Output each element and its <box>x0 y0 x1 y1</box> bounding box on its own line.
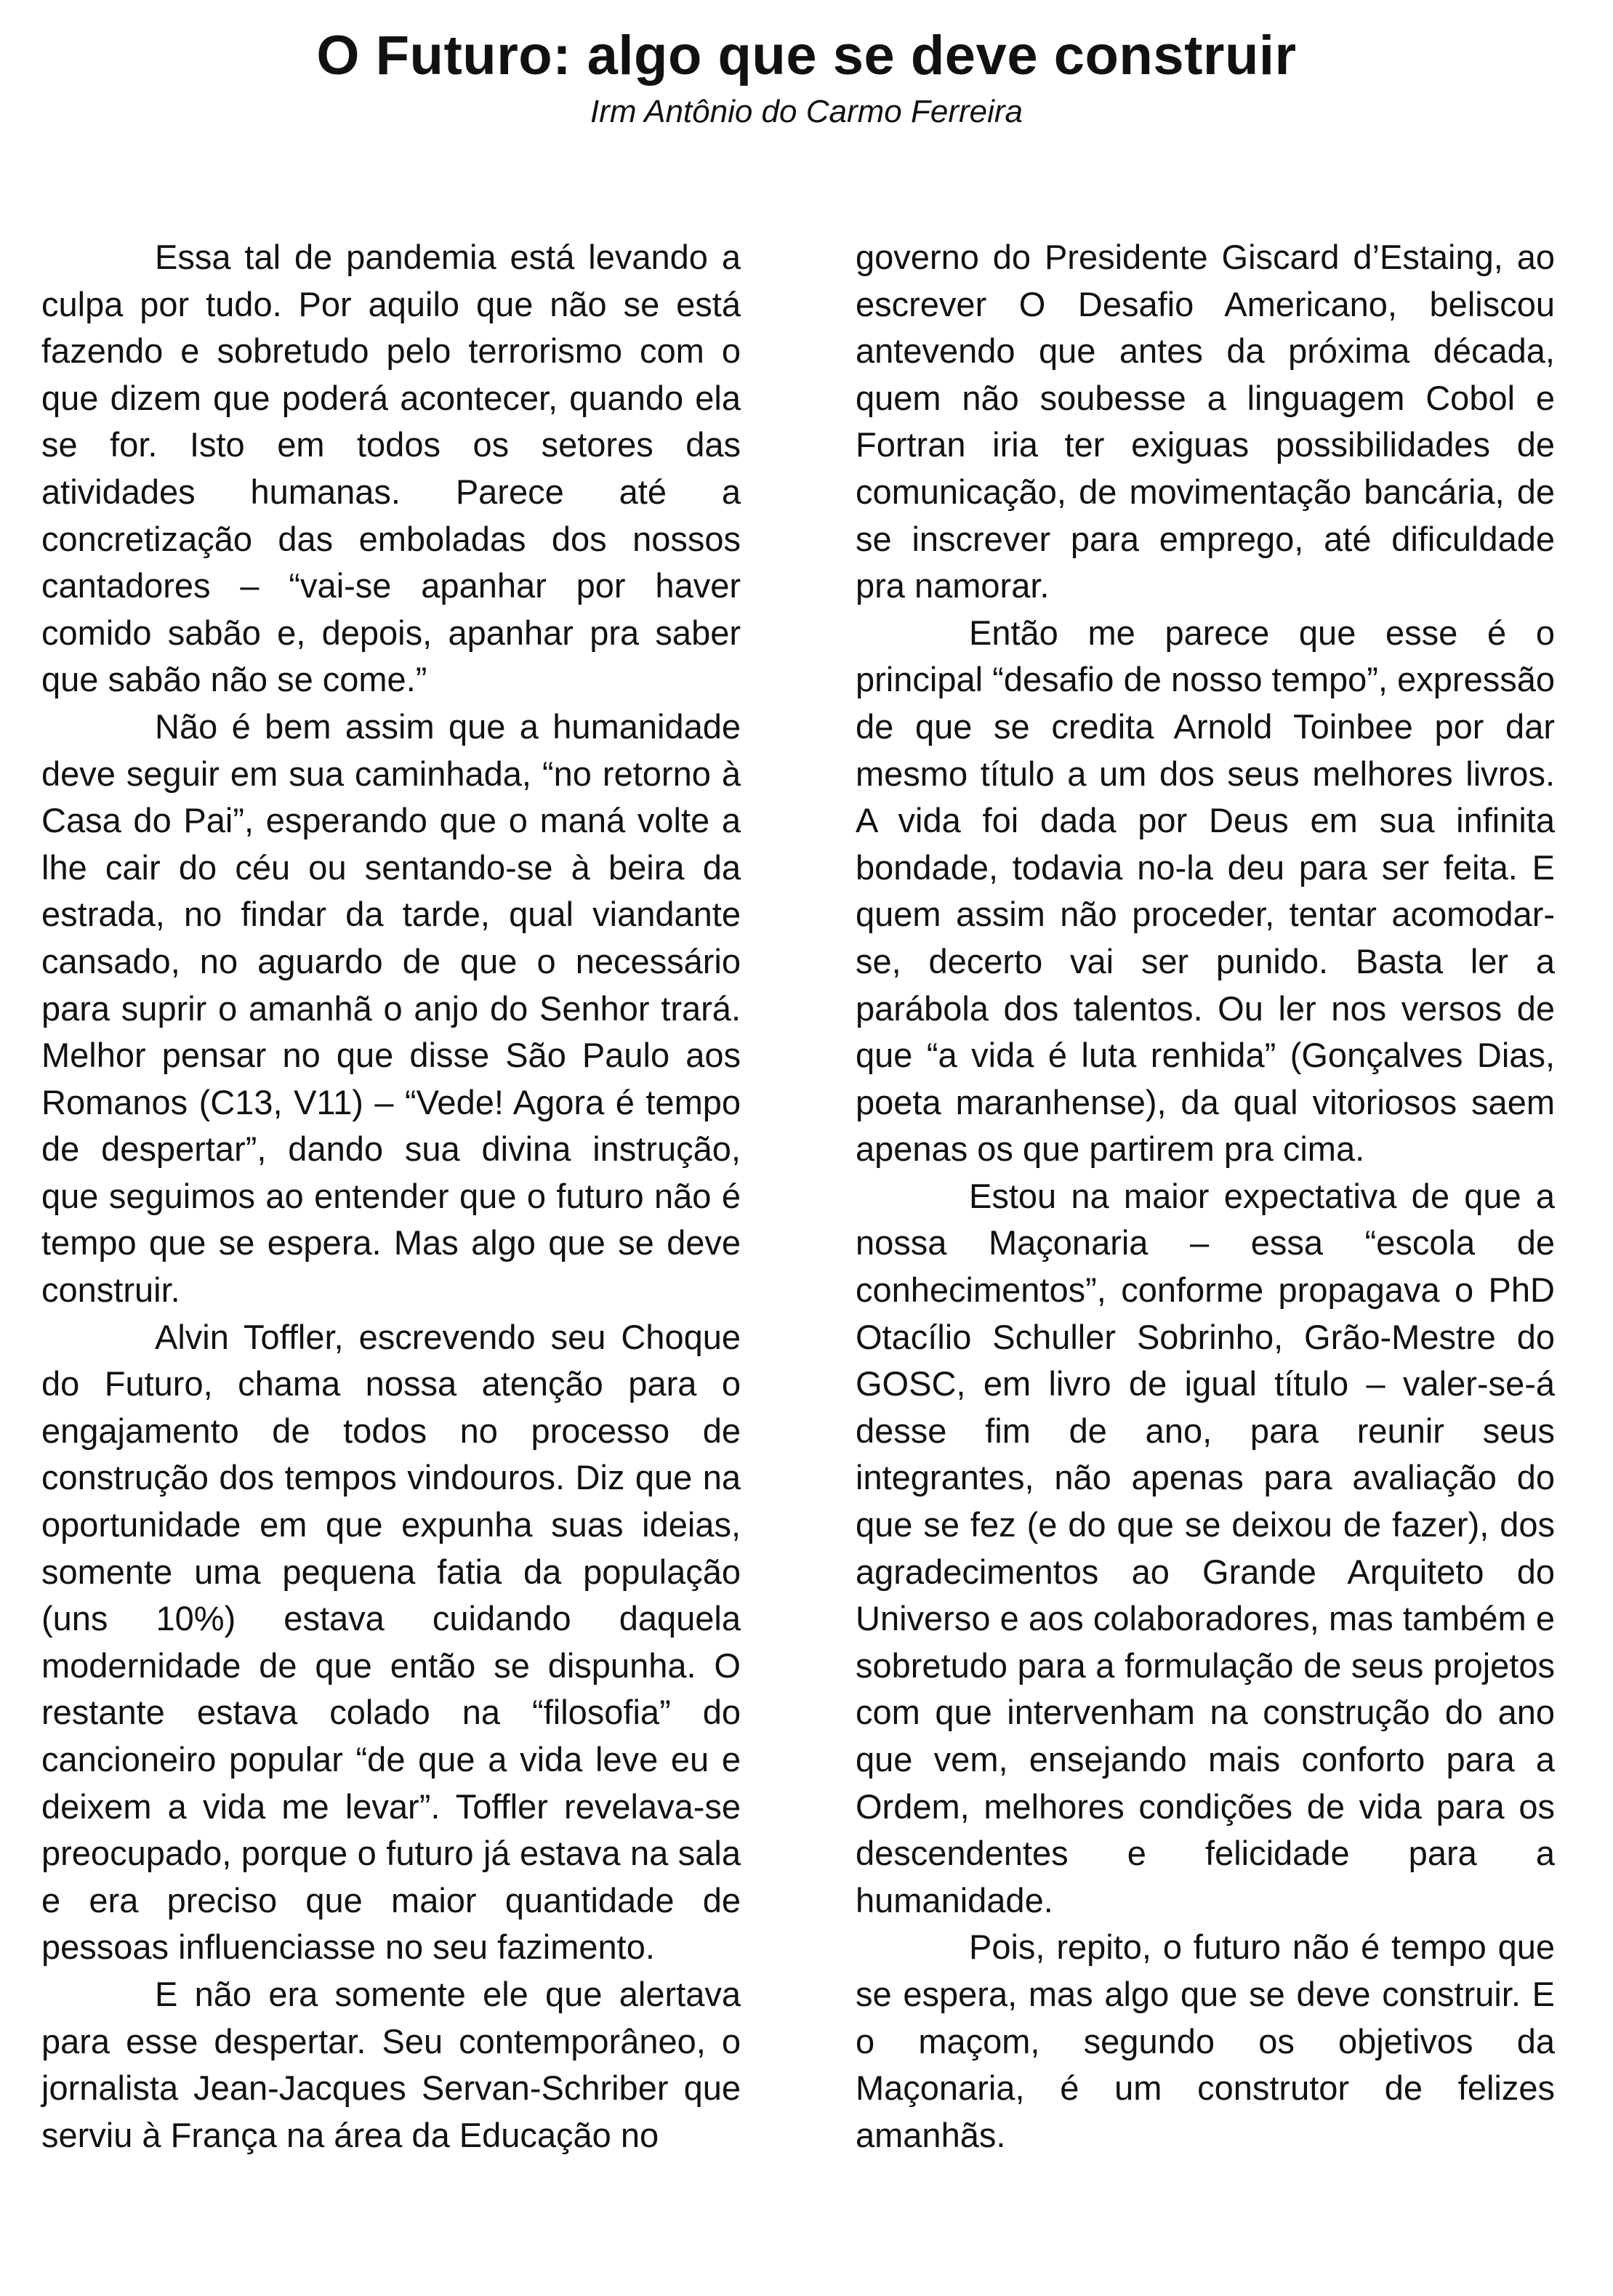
paragraph: Alvin Toffler, escrevendo seu Choque do Futuro, chama nossa atenção para o engajamento de todos no processo de construção dos tempos vindouros. Diz que na oportunidade em que expunha suas ideias, somente uma pequena fatia da população (uns 10%) estava cuidando daquela modernidade de que então se dispunha. O restante estava colado na “filosofia” do cancioneiro popular “de que a vida leve eu e deixem a vida me levar”. Toffler revelava-se preocupado, porque o futuro já estava na sala e era preciso que maior quantidade de pessoas influenciasse no seu fazimento. <box>41 1317 741 1967</box>
right-column <box>856 234 1555 2159</box>
article-title: O Futuro: algo que se deve construir <box>316 25 1297 86</box>
left-column <box>41 234 741 2159</box>
paragraph: Estou na maior expectativa de que a nossa Maçonaria – essa “escola de conhecimentos”, conforme propagava o PhD Otacílio Schuller Sobrinho, Grão-Mestre do GOSC, em livro de igual título – valer-se-á desse fim de ano, para reunir seus integrantes, não apenas para avaliação do que se fez (e do que se deixou de fazer), dos agradecimentos ao Grande Arquiteto do Universo e aos colaboradores, mas também e sobretudo para a formulação de seus projetos com que intervenham na construção do ano que vem, ensejando mais conforto para a Ordem, melhores condições de vida para os descendentes e felicidade para a humanidade. <box>856 1176 1555 1920</box>
article-author: Irm Antônio do Carmo Ferreira <box>590 94 1023 129</box>
paragraph: Pois, repito, o futuro não é tempo que se espera, mas algo que se deve construir. E o maçom, segundo os objetivos da Maçonaria, é um construtor de felizes amanhãs. <box>856 1928 1555 2154</box>
paragraph: E não era somente ele que alertava para esse despertar. Seu contemporâneo, o jornalista Jean-Jacques Servan-Schriber que serviu à França na área da Educação no <box>41 1974 741 2154</box>
paragraph: Não é bem assim que a humanidade deve seguir em sua caminhada, “no retorno à Casa do Pai”, esperando que o maná volte a lhe cair do céu ou sentando-se à beira da estrada, no findar da tarde, qual viandante cansado, no aguardo de que o necessário para suprir o amanhã o anjo do Senhor trará. Melhor pensar no que disse São Paulo aos Romanos (C13, V11) – “Vede! Agora é tempo de despertar”, dando sua divina instrução, que seguimos ao entender que o futuro não é tempo que se espera. Mas algo que se deve construir. <box>41 706 741 1310</box>
paragraph: Então me parece que esse é o principal “desafio de nosso tempo”, expressão de que se credita Arnold Toinbee por dar mesmo título a um dos seus melhores livros. A vida foi dada por Deus em sua infinita bondade, todavia no-la deu para ser feita. E quem assim não proceder, tentar acomodar-se, decerto vai ser punido. Basta ler a parábola dos talentos. Ou ler nos versos de que “a vida é luta renhida” (Gonçalves Dias, poeta maranhense), da qual vitoriosos saem apenas os que partirem pra cima. <box>856 613 1555 1169</box>
paragraph-continuation: governo do Presidente Giscard d’Estaing, ao escrever O Desafio Americano, beliscou antevendo que antes da próxima década, quem não soubesse a linguagem Cobol e Fortran iria ter exiguas possibilidades de comunicação, de movimentação bancária, de se inscrever para emprego, até dificuldade pra namorar. <box>856 238 1555 605</box>
paragraph: Essa tal de pandemia está levando a culpa por tudo. Por aquilo que não se está fazendo e sobretudo pelo terrorismo com o que dizem que poderá acontecer, quando ela se for. Isto em todos os setores das atividades humanas. Parece até a concretização das emboladas dos nossos cantadores – “vai-se apanhar por haver comido sabão e, depois, apanhar pra saber que sabão não se come.” <box>41 238 741 699</box>
